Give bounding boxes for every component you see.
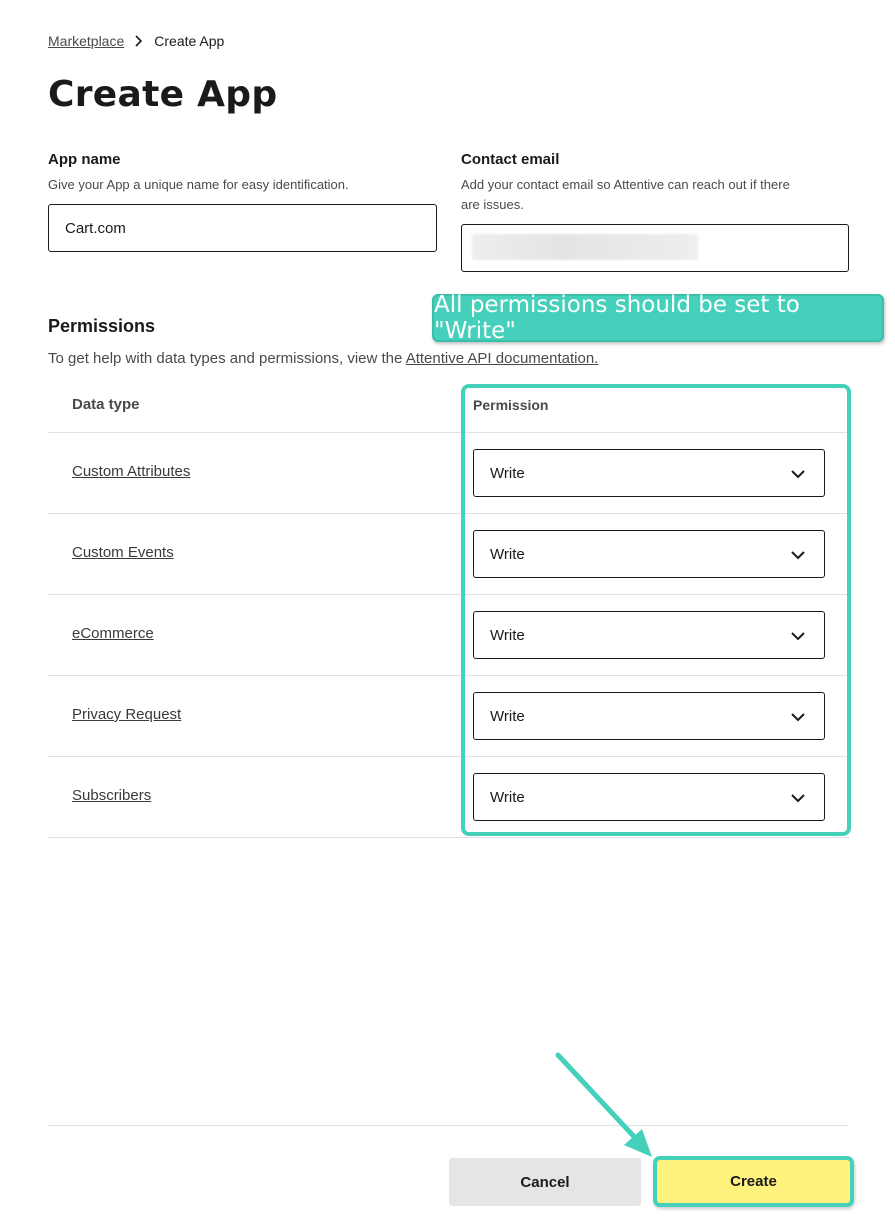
permission-select[interactable] — [473, 611, 825, 659]
arrow-annotation-icon — [540, 1045, 670, 1165]
create-button[interactable]: Create — [653, 1156, 854, 1207]
permission-select[interactable] — [473, 449, 825, 497]
permissions-help — [48, 350, 598, 367]
permission-select-value: Write — [490, 788, 525, 806]
data-type-link[interactable]: Privacy Request — [72, 706, 182, 723]
column-header-permission: Permission — [473, 397, 549, 413]
app-name-input[interactable] — [48, 204, 437, 252]
contact-email-label: Contact email — [461, 151, 560, 168]
cancel-button[interactable]: Cancel — [449, 1158, 641, 1206]
permission-select[interactable] — [473, 530, 825, 578]
row-divider — [48, 837, 849, 838]
page-title: Create App — [48, 74, 278, 115]
chevron-down-icon — [790, 547, 806, 563]
contact-email-help-line1: Add your contact email so Attentive can reach out if there — [461, 177, 790, 192]
app-name-label: App name — [48, 151, 121, 168]
permission-select-value: Write — [490, 464, 525, 482]
row-divider — [48, 432, 849, 433]
chevron-down-icon — [790, 628, 806, 644]
annotation-callout: All permissions should be set to "Write" — [432, 294, 884, 342]
data-type-link[interactable]: eCommerce — [72, 625, 154, 642]
permission-select-value: Write — [490, 707, 525, 725]
data-type-link[interactable]: Custom Events — [72, 544, 174, 561]
column-header-data-type: Data type — [72, 396, 140, 413]
permissions-title: Permissions — [48, 316, 156, 336]
redacted-email — [472, 234, 698, 260]
breadcrumb-current: Create App — [154, 33, 225, 49]
breadcrumb — [48, 32, 224, 50]
app-name-help: Give your App a unique name for easy identification. — [48, 177, 349, 192]
data-type-link[interactable]: Subscribers — [72, 787, 152, 804]
breadcrumb-marketplace-link[interactable]: Marketplace — [48, 33, 125, 49]
permission-select[interactable] — [473, 692, 825, 740]
permission-select[interactable] — [473, 773, 825, 821]
permissions-help-text: To get help with data types and permissions, view the — [48, 350, 406, 367]
chevron-down-icon — [790, 709, 806, 725]
permission-select-value: Write — [490, 545, 525, 563]
chevron-down-icon — [790, 790, 806, 806]
row-divider — [48, 513, 849, 514]
chevron-right-icon — [132, 34, 146, 48]
data-type-link[interactable]: Custom Attributes — [72, 463, 191, 480]
api-documentation-link[interactable]: Attentive API documentation. — [405, 350, 599, 367]
contact-email-help-line2: are issues. — [461, 197, 524, 212]
row-divider — [48, 756, 849, 757]
permission-select-value: Write — [490, 626, 525, 644]
row-divider — [48, 675, 849, 676]
chevron-down-icon — [790, 466, 806, 482]
row-divider — [48, 594, 849, 595]
footer-divider — [48, 1125, 849, 1126]
